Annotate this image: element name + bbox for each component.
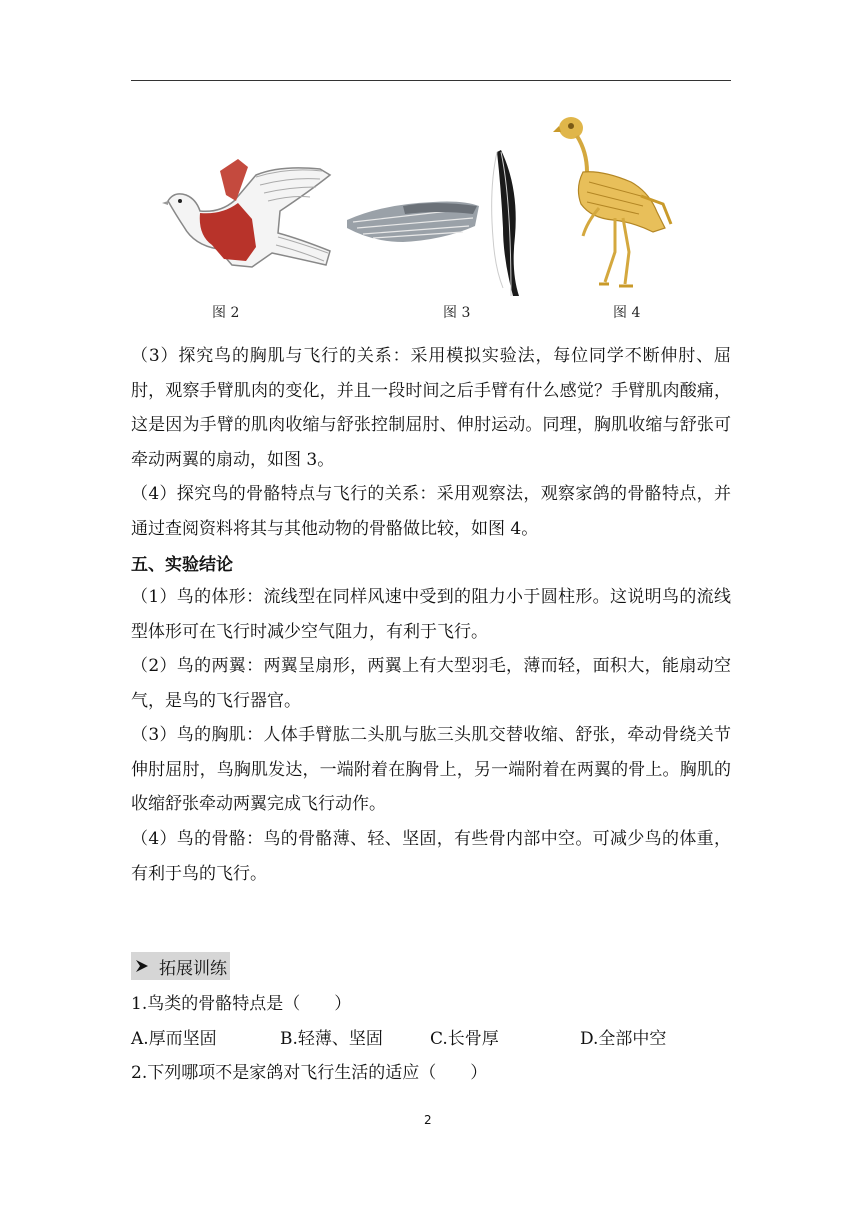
exercise-section-bar: [131, 952, 230, 980]
method-paragraph-3: （3）探究鸟的胸肌与飞行的关系：采用模拟实验法，每位同学不断伸肘、屈肘，观察手臂肌肉的变化，并且一段时间之后手臂有什么感觉？手臂肌肉酸痛，这是因为手臂的肌肉收缩与舒张控制屈肘、伸肘运动。同理，胸肌收缩与舒张可牵动两翼的扇动，如图 3。: [131, 346, 731, 470]
page-number: 2: [424, 1113, 432, 1127]
conclusion-item-1: （1）鸟的体形：流线型在同样风速中受到的阻力小于圆柱形。这说明鸟的流线型体形可在飞行时减少空气阻力，有利于飞行。: [131, 587, 731, 642]
figure-2-caption: 图 2: [212, 305, 240, 321]
question-1: 1.鸟类的骨骼特点是（ ）: [131, 994, 352, 1014]
question-1-option-a: A.厚而坚固: [131, 1029, 217, 1049]
header-rule: [131, 80, 731, 81]
conclusion-item-2: （2）鸟的两翼：两翼呈扇形，两翼上有大型羽毛，薄而轻，面积大，能扇动空气，是鸟的飞行器官。: [131, 656, 731, 711]
exercise-section-title: 拓展训练: [159, 958, 227, 979]
figure-4-bird-skeleton: [553, 112, 678, 297]
conclusion-item-3: （3）鸟的胸肌：人体手臂肱二头肌与肱三头肌交替收缩、舒张，牵动骨绕关节伸肘屈肘，鸟胸肌发达，一端附着在胸骨上，另一端附着在两翼的骨上。胸肌的收缩舒张牵动两翼完成飞行动作。: [131, 725, 731, 814]
arrow-bullet-icon: [135, 959, 149, 973]
figure-3-caption: 图 3: [443, 305, 471, 321]
conclusion-heading: 五、实验结论: [131, 555, 233, 575]
question-1-option-b: B.轻薄、坚固: [280, 1029, 383, 1049]
figure-3-wing-feather: [343, 148, 528, 298]
question-2: 2.下列哪项不是家鸽对飞行生活的适应（ ）: [131, 1063, 488, 1083]
question-1-option-c: C.长骨厚: [430, 1029, 499, 1049]
method-paragraph-4: （4）探究鸟的骨骼特点与飞行的关系：采用观察法，观察家鸽的骨骼特点，并通过查阅资料将其与其他动物的骨骼做比较，如图 4。: [131, 484, 731, 539]
figure-4-caption: 图 4: [613, 305, 641, 321]
conclusion-item-4: （4）鸟的骨骼：鸟的骨骼薄、轻、坚固，有些骨内部中空。可减少鸟的体重，有利于鸟的飞行。: [131, 829, 731, 884]
question-1-option-d: D.全部中空: [580, 1029, 667, 1049]
figure-2-dove-muscles: [160, 155, 335, 275]
